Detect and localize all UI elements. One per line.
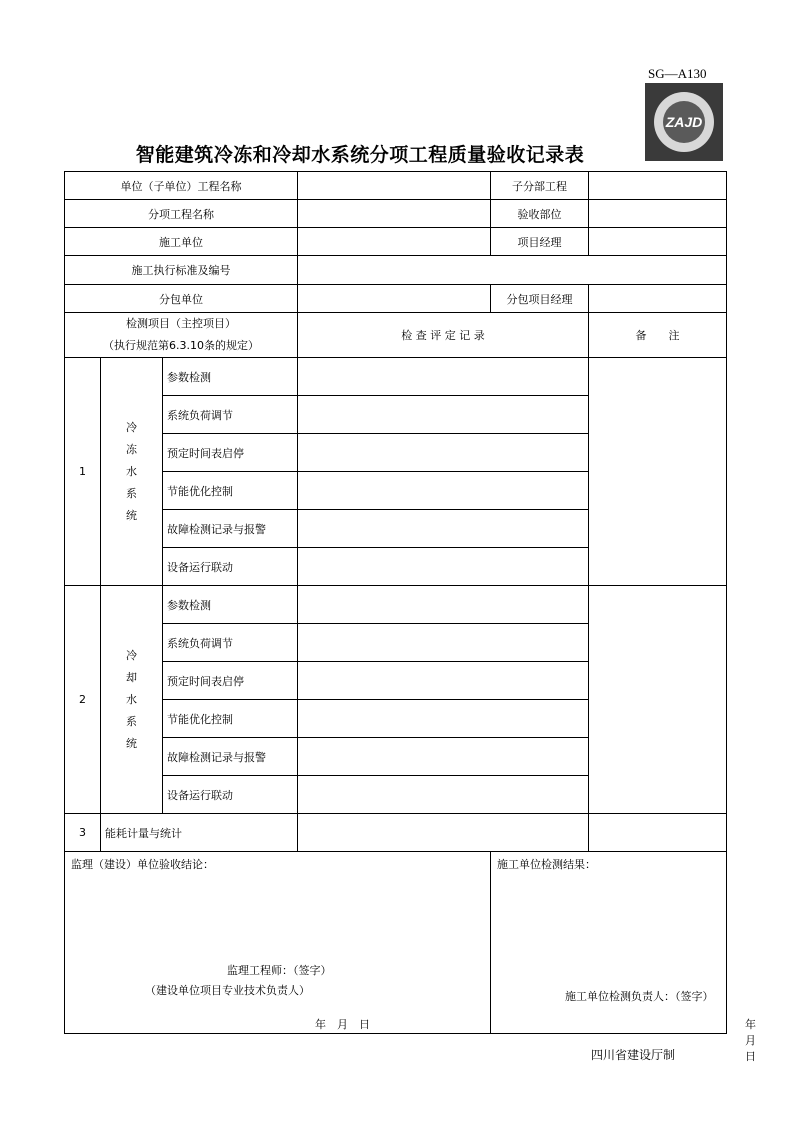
record-cell[interactable] (298, 624, 589, 662)
remark-cell[interactable] (589, 814, 727, 852)
check-item: 故障检测记录与报警 (163, 738, 298, 776)
record-cell[interactable] (298, 776, 589, 814)
check-item: 节能优化控制 (163, 472, 298, 510)
group-2-char: 却 (126, 670, 137, 684)
record-cell[interactable] (298, 700, 589, 738)
construction-result-label: 施工单位检测结果： (497, 858, 597, 871)
unit-name-label: 单位（子单位）工程名称 (65, 172, 298, 200)
form-code: SG—A130 (648, 66, 707, 81)
record-cell[interactable] (298, 662, 589, 700)
group-2-index: 2 (65, 586, 101, 814)
remark-cell[interactable] (589, 586, 727, 814)
standard-value[interactable] (298, 256, 727, 285)
construction-date: 年 月 日 (745, 1018, 768, 1063)
standard-label: 施工执行标准及编号 (65, 256, 298, 285)
group-1-char: 统 (126, 508, 137, 522)
check-item: 设备运行联动 (163, 548, 298, 586)
group-2-char: 水 (126, 692, 137, 706)
subcontract-unit-label: 分包单位 (65, 285, 298, 313)
group-2-char: 系 (126, 714, 137, 728)
project-manager-label: 项目经理 (491, 228, 589, 256)
sub-item-label: 分项工程名称 (65, 200, 298, 228)
subcontract-manager-value[interactable] (589, 285, 727, 313)
record-cell[interactable] (298, 548, 589, 586)
group-1-char: 冷 (126, 420, 137, 434)
supervisor-conclusion-label: 监理（建设）单位验收结论： (71, 858, 214, 871)
record-header: 检 查 评 定 记 录 (298, 313, 589, 358)
sub-division-label: 子分部工程 (491, 172, 589, 200)
record-cell[interactable] (298, 814, 589, 852)
check-item-header (65, 313, 298, 358)
record-cell[interactable] (298, 738, 589, 776)
check-item: 预定时间表启停 (163, 434, 298, 472)
row3-index: 3 (65, 814, 101, 852)
record-cell[interactable] (298, 510, 589, 548)
row3-label: 能耗计量与统计 (101, 814, 298, 852)
check-item-line1: 检测项目（主控项目） (126, 317, 236, 330)
subcontract-manager-label: 分包项目经理 (491, 285, 589, 313)
sub-division-value[interactable] (589, 172, 727, 200)
supervisor-person-note: （建设单位项目专业技术负责人） (145, 984, 310, 997)
check-item: 节能优化控制 (163, 700, 298, 738)
sub-item-value[interactable] (298, 200, 491, 228)
record-cell[interactable] (298, 396, 589, 434)
check-item: 系统负荷调节 (163, 396, 298, 434)
supervisor-engineer-signature: 监理工程师：（签字） (227, 964, 332, 977)
supervisor-conclusion-cell[interactable] (65, 852, 491, 1034)
check-item: 参数检测 (163, 358, 298, 396)
check-item-line2: （执行规范第6.3.10条的规定） (103, 339, 259, 352)
page-title: 智能建筑冷冻和冷却水系统分项工程质量验收记录表 (135, 144, 585, 166)
check-item: 故障检测记录与报警 (163, 510, 298, 548)
logo-text: ZAJD (665, 114, 703, 130)
record-cell[interactable] (298, 472, 589, 510)
record-cell[interactable] (298, 434, 589, 472)
project-manager-value[interactable] (589, 228, 727, 256)
acceptance-part-value[interactable] (589, 200, 727, 228)
group-2-char: 冷 (126, 648, 137, 662)
check-item: 预定时间表启停 (163, 662, 298, 700)
group-2-name (101, 586, 163, 814)
group-1-char: 冻 (126, 442, 137, 456)
group-2-char: 统 (126, 736, 137, 750)
check-item: 系统负荷调节 (163, 624, 298, 662)
remark-header: 备 注 (589, 313, 727, 358)
unit-name-value[interactable] (298, 172, 491, 200)
group-1-index: 1 (65, 358, 101, 586)
remark-cell[interactable] (589, 358, 727, 586)
group-1-name (101, 358, 163, 586)
record-cell[interactable] (298, 586, 589, 624)
subcontract-unit-value[interactable] (298, 285, 491, 313)
group-1-char: 系 (126, 486, 137, 500)
issuer-footer: 四川省建设厅制 (591, 1048, 676, 1062)
group-1-char: 水 (126, 464, 137, 478)
construction-person-signature: 施工单位检测负责人：（签字） (565, 990, 714, 1003)
check-item: 参数检测 (163, 586, 298, 624)
check-item: 设备运行联动 (163, 776, 298, 814)
record-cell[interactable] (298, 358, 589, 396)
acceptance-part-label: 验收部位 (491, 200, 589, 228)
construction-unit-label: 施工单位 (65, 228, 298, 256)
construction-unit-value[interactable] (298, 228, 491, 256)
supervisor-date: 年 月 日 (315, 1018, 370, 1031)
